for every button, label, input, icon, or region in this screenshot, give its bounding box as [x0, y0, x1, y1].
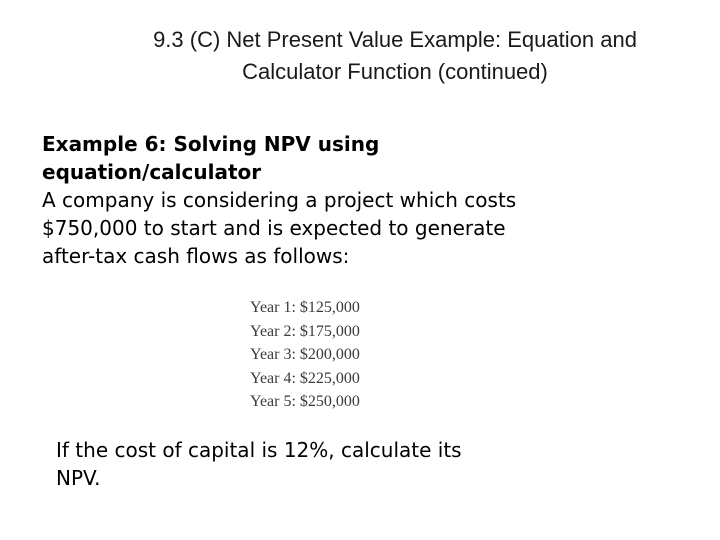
cash-flow-list — [250, 296, 360, 414]
slide-title-line-2: Calculator Function (continued) — [242, 59, 548, 84]
cash-flow-item: Year 5: $250,000 — [250, 393, 360, 411]
question-line-1: If the cost of capital is 12%, calculate its — [56, 438, 462, 462]
cash-flow-item: Year 3: $200,000 — [250, 346, 360, 364]
slide-title-line-1: 9.3 (C) Net Present Value Example: Equation and — [153, 27, 637, 52]
example-heading-line-1: Example 6: Solving NPV using — [42, 132, 380, 156]
slide-title — [60, 24, 720, 88]
cash-flow-item: Year 2: $175,000 — [250, 322, 360, 340]
example-body-line-2: $750,000 to start and is expected to generate — [42, 216, 506, 240]
example-block — [42, 130, 682, 270]
example-body — [42, 186, 682, 270]
example-body-line-1: A company is considering a project which costs — [42, 188, 517, 212]
cash-flow-item: Year 1: $125,000 — [250, 299, 360, 316]
question-text — [56, 436, 576, 492]
example-heading — [42, 130, 682, 186]
cash-flow-item: Year 4: $225,000 — [250, 369, 360, 387]
example-heading-line-2: equation/calculator — [42, 160, 262, 184]
example-body-line-3: after-tax cash flows as follows: — [42, 244, 350, 268]
question-line-2: NPV. — [56, 466, 101, 490]
